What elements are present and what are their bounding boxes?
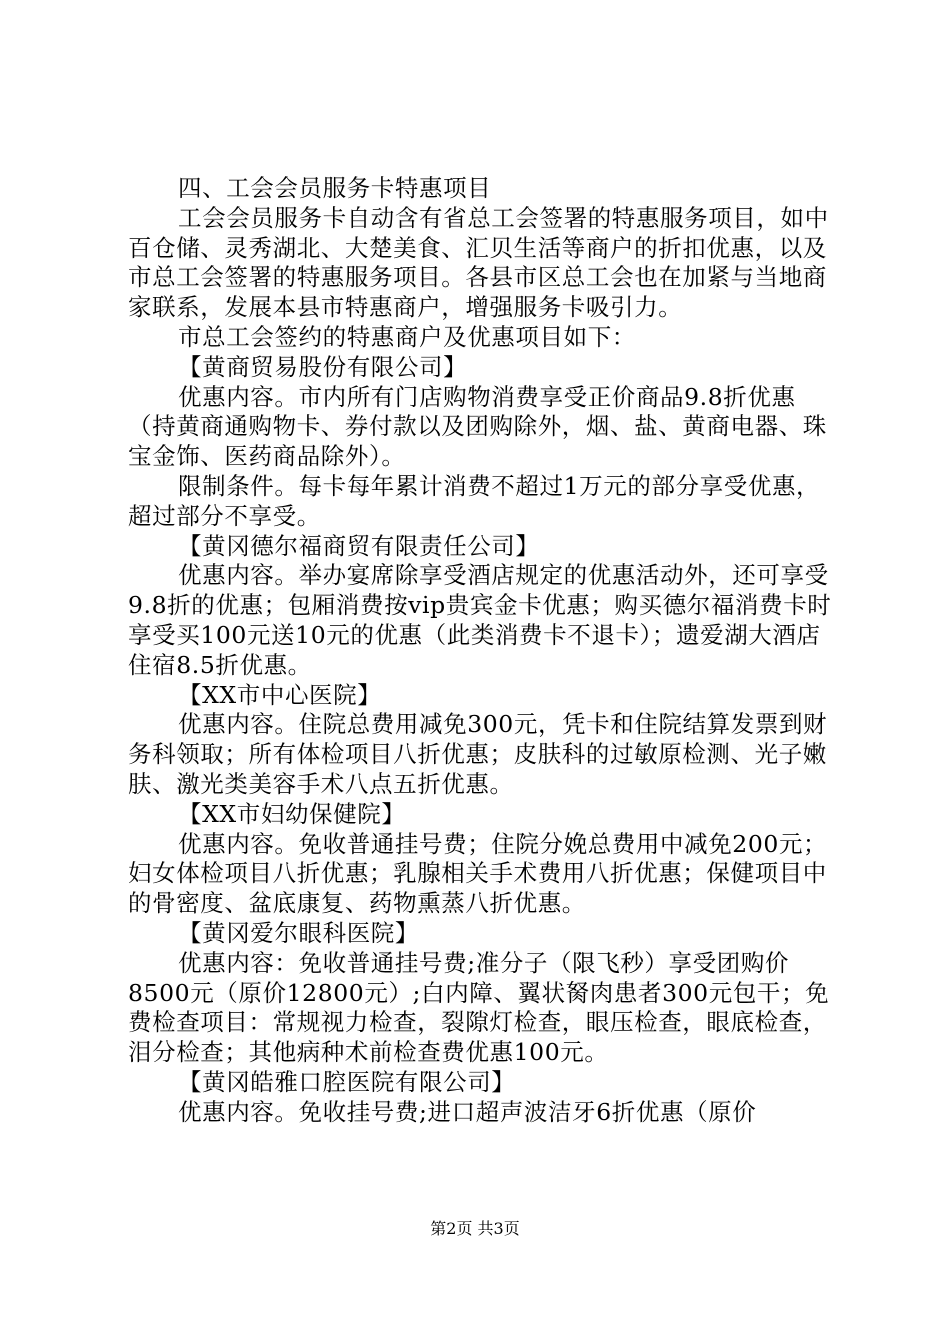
- body-paragraph: 限制条件。每卡每年累计消费不超过1万元的部分享受优惠，超过部分不享受。: [128, 471, 821, 530]
- page-footer: 第2页 共3页: [430, 1219, 520, 1238]
- merchant-heading: 【XX市中心医院】: [178, 680, 382, 709]
- body-paragraph: 优惠内容。免收挂号费;进口超声波洁牙6折优惠（原价: [178, 1097, 757, 1126]
- body-paragraph: 工会会员服务卡自动含有省总工会签署的特惠服务项目，如中百仓储、灵秀湖北、大楚美食、汇贝生活等商户的折扣优惠，以及市总工会签署的特惠服务项目。各县市区总工会也在加紧与当地商家联系，发展本县市特惠商户，增强服务卡吸引力。: [128, 203, 829, 322]
- body-paragraph: 优惠内容：免收普通挂号费;准分子（限飞秒）享受团购价8500元（原价12800元）;白内障、翼状胬肉患者300元包干；免费检查项目：常规视力检查，裂隙灯检查，眼压检查，眼底检查，泪分检查；其他病种术前检查费优惠100元。: [128, 948, 830, 1067]
- section-heading: 四、工会会员服务卡特惠项目: [178, 174, 492, 202]
- merchant-heading: 【XX市妇幼保健院】: [178, 799, 406, 828]
- merchant-heading: 【黄冈皓雅口腔医院有限公司】: [178, 1067, 516, 1096]
- body-paragraph: 市总工会签约的特惠商户及优惠项目如下：: [178, 322, 636, 351]
- body-paragraph: 优惠内容。免收普通挂号费；住院分娩总费用中减免200元；妇女体检项目八折优惠；乳腺相关手术费用八折优惠；保健项目中的骨密度、盆底康复、药物熏蒸八折优惠。: [128, 829, 828, 918]
- merchant-heading: 【黄冈德尔福商贸有限责任公司】: [178, 531, 540, 560]
- merchant-heading: 【黄商贸易股份有限公司】: [178, 352, 468, 381]
- document-body: [128, 174, 836, 1128]
- merchant-heading: 【黄冈爱尔眼科医院】: [178, 918, 419, 947]
- body-paragraph: 优惠内容。举办宴席除享受酒店规定的优惠活动外，还可享受9.8折的优惠；包厢消费按vip贵宾金卡优惠；购买德尔福消费卡时享受买100元送10元的优惠（此类消费卡不退卡）；遗爱湖大酒店住宿8.5折优惠。: [128, 561, 832, 679]
- body-paragraph: 优惠内容。住院总费用减免300元，凭卡和住院结算发票到财务科领取；所有体检项目八折优惠；皮肤科的过敏原检测、光子嫩肤、激光类美容手术八点五折优惠。: [128, 710, 828, 798]
- body-paragraph: 优惠内容。市内所有门店购物消费享受正价商品9.8折优惠（持黄商通购物卡、券付款以及团购除外，烟、盐、黄商电器、珠宝金饰、医药商品除外）。: [128, 382, 827, 471]
